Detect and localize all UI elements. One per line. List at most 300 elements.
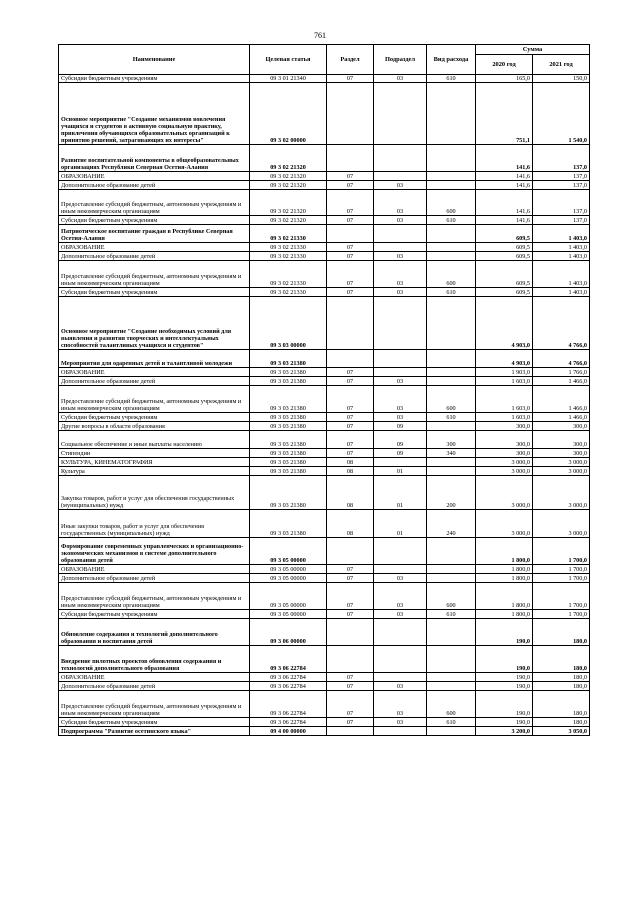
cell-year-2020: 3 000,0 xyxy=(476,510,533,538)
table-row xyxy=(59,172,590,181)
cell-expense-type xyxy=(427,172,476,181)
cell-subsection: 03 xyxy=(374,190,427,216)
cell-section: 07 xyxy=(327,718,374,727)
cell-year-2021: 1 403,0 xyxy=(533,261,590,288)
cell-target: 09 3 03 21380 xyxy=(250,449,327,458)
cell-name: Предоставление субсидий бюджетным, автономным учреждениям и иным некоммерческим организациям xyxy=(59,190,250,216)
cell-year-2020: 4 903,0 xyxy=(476,297,533,350)
cell-section: 07 xyxy=(327,682,374,691)
cell-year-2021: 180,0 xyxy=(533,718,590,727)
cell-expense-type xyxy=(427,350,476,368)
cell-expense-type: 610 xyxy=(427,610,476,619)
cell-target: 09 3 03 21380 xyxy=(250,422,327,431)
table-row xyxy=(59,190,590,216)
cell-target: 09 4 00 00000 xyxy=(250,727,327,736)
cell-year-2020: 165,0 xyxy=(476,75,533,83)
cell-year-2021: 1 766,0 xyxy=(533,368,590,377)
cell-name: Формирование современных управленческих и организационно-экономических механизмов в системе дополнительного образования детей xyxy=(59,538,250,565)
cell-year-2021: 300,0 xyxy=(533,422,590,431)
table-row xyxy=(59,75,590,83)
cell-name: Подпрограмма "Развитие осетинского языка" xyxy=(59,727,250,736)
cell-target: 09 3 02 21330 xyxy=(250,243,327,252)
cell-name: ОБРАЗОВАНИЕ xyxy=(59,368,250,377)
cell-expense-type xyxy=(427,727,476,736)
cell-section: 07 xyxy=(327,413,374,422)
cell-expense-type: 600 xyxy=(427,386,476,413)
cell-year-2020: 1 603,0 xyxy=(476,377,533,386)
cell-year-2020: 141,6 xyxy=(476,190,533,216)
cell-expense-type xyxy=(427,225,476,243)
table-row xyxy=(59,610,590,619)
cell-year-2020: 3 000,0 xyxy=(476,458,533,467)
cell-expense-type xyxy=(427,243,476,252)
cell-section: 07 xyxy=(327,368,374,377)
cell-target: 09 3 02 00000 xyxy=(250,83,327,145)
cell-name: Субсидии бюджетным учреждениям xyxy=(59,610,250,619)
cell-subsection xyxy=(374,297,427,350)
cell-name: Предоставление субсидий бюджетным, автономным учреждениям и иным некоммерческим организациям xyxy=(59,583,250,610)
cell-expense-type xyxy=(427,252,476,261)
cell-target: 09 3 06 22784 xyxy=(250,682,327,691)
cell-year-2020: 141,6 xyxy=(476,172,533,181)
cell-year-2020: 609,5 xyxy=(476,252,533,261)
cell-year-2021: 1 700,0 xyxy=(533,565,590,574)
cell-section xyxy=(327,297,374,350)
cell-section xyxy=(327,225,374,243)
cell-year-2021: 137,0 xyxy=(533,216,590,225)
cell-expense-type: 610 xyxy=(427,75,476,83)
cell-section xyxy=(327,646,374,673)
cell-subsection: 03 xyxy=(374,181,427,190)
cell-expense-type xyxy=(427,422,476,431)
table-row xyxy=(59,431,590,449)
cell-target: 09 3 03 21380 xyxy=(250,350,327,368)
cell-section: 08 xyxy=(327,458,374,467)
cell-name: Дополнительное образование детей xyxy=(59,377,250,386)
cell-expense-type: 610 xyxy=(427,288,476,297)
cell-year-2021: 180,0 xyxy=(533,673,590,682)
cell-year-2021: 137,0 xyxy=(533,181,590,190)
cell-year-2020: 1 603,0 xyxy=(476,386,533,413)
cell-subsection xyxy=(374,646,427,673)
cell-expense-type xyxy=(427,377,476,386)
cell-target: 09 3 03 21380 xyxy=(250,413,327,422)
cell-expense-type: 200 xyxy=(427,476,476,510)
table-row xyxy=(59,145,590,172)
table-row xyxy=(59,297,590,350)
cell-year-2020: 190,0 xyxy=(476,673,533,682)
cell-year-2021: 180,0 xyxy=(533,682,590,691)
cell-subsection: 03 xyxy=(374,718,427,727)
cell-target: 09 3 02 21330 xyxy=(250,288,327,297)
cell-year-2021: 180,0 xyxy=(533,691,590,718)
cell-name: Патриотическое воспитание граждан в Республике Северная Осетия-Алания xyxy=(59,225,250,243)
cell-section: 07 xyxy=(327,691,374,718)
table-row xyxy=(59,449,590,458)
table-row xyxy=(59,261,590,288)
cell-subsection: 09 xyxy=(374,422,427,431)
cell-section: 07 xyxy=(327,583,374,610)
cell-expense-type: 610 xyxy=(427,718,476,727)
cell-section xyxy=(327,83,374,145)
cell-year-2021: 1 466,0 xyxy=(533,377,590,386)
budget-table xyxy=(58,44,590,736)
cell-section: 08 xyxy=(327,510,374,538)
cell-expense-type xyxy=(427,565,476,574)
cell-expense-type xyxy=(427,83,476,145)
cell-section: 07 xyxy=(327,431,374,449)
cell-subsection: 09 xyxy=(374,431,427,449)
cell-year-2020: 1 603,0 xyxy=(476,413,533,422)
cell-subsection: 03 xyxy=(374,261,427,288)
cell-target: 09 3 03 21380 xyxy=(250,386,327,413)
cell-year-2021: 4 766,0 xyxy=(533,297,590,350)
cell-year-2020: 1 800,0 xyxy=(476,565,533,574)
cell-section: 07 xyxy=(327,75,374,83)
cell-subsection: 03 xyxy=(374,413,427,422)
cell-year-2021: 180,0 xyxy=(533,646,590,673)
cell-target: 09 3 02 21330 xyxy=(250,252,327,261)
table-row xyxy=(59,413,590,422)
cell-name: ОБРАЗОВАНИЕ xyxy=(59,243,250,252)
cell-section: 07 xyxy=(327,565,374,574)
cell-year-2021: 1 403,0 xyxy=(533,225,590,243)
header-section: Раздел xyxy=(327,45,374,75)
cell-section: 07 xyxy=(327,288,374,297)
table-row xyxy=(59,583,590,610)
cell-subsection xyxy=(374,673,427,682)
cell-subsection: 03 xyxy=(374,386,427,413)
cell-target: 09 3 05 00000 xyxy=(250,583,327,610)
cell-name: Субсидии бюджетным учреждениям xyxy=(59,288,250,297)
cell-subsection: 03 xyxy=(374,583,427,610)
cell-target: 09 3 02 21330 xyxy=(250,261,327,288)
cell-year-2021: 300,0 xyxy=(533,431,590,449)
cell-name: Предоставление субсидий бюджетным, автономным учреждениям и иным некоммерческим организациям xyxy=(59,691,250,718)
cell-section: 07 xyxy=(327,190,374,216)
table-row xyxy=(59,467,590,476)
header-sum: Сумма xyxy=(476,45,590,55)
cell-name: Обновление содержания и технологий дополнительного образования и воспитания детей xyxy=(59,619,250,646)
cell-year-2021: 3 000,0 xyxy=(533,510,590,538)
cell-section: 07 xyxy=(327,216,374,225)
cell-year-2020: 190,0 xyxy=(476,682,533,691)
table-row xyxy=(59,646,590,673)
cell-subsection xyxy=(374,172,427,181)
cell-subsection xyxy=(374,368,427,377)
cell-expense-type: 600 xyxy=(427,691,476,718)
cell-section: 07 xyxy=(327,449,374,458)
cell-target: 09 3 02 21320 xyxy=(250,172,327,181)
cell-name: Дополнительное образование детей xyxy=(59,181,250,190)
cell-target: 09 3 03 21380 xyxy=(250,476,327,510)
cell-section xyxy=(327,727,374,736)
header-target: Целевая статья xyxy=(250,45,327,75)
cell-year-2021: 3 000,0 xyxy=(533,467,590,476)
cell-name: Субсидии бюджетным учреждениям xyxy=(59,413,250,422)
cell-subsection: 03 xyxy=(374,610,427,619)
header-year-2020: 2020 год xyxy=(476,55,533,75)
cell-subsection xyxy=(374,83,427,145)
cell-subsection xyxy=(374,727,427,736)
cell-subsection: 01 xyxy=(374,476,427,510)
cell-subsection xyxy=(374,565,427,574)
cell-year-2020: 300,0 xyxy=(476,449,533,458)
cell-year-2020: 1 800,0 xyxy=(476,583,533,610)
cell-year-2021: 3 000,0 xyxy=(533,476,590,510)
cell-section: 07 xyxy=(327,610,374,619)
cell-target: 09 3 03 21380 xyxy=(250,467,327,476)
cell-name: Дополнительное образование детей xyxy=(59,682,250,691)
cell-section: 07 xyxy=(327,243,374,252)
cell-target: 09 3 06 22784 xyxy=(250,646,327,673)
cell-year-2020: 1 800,0 xyxy=(476,574,533,583)
cell-expense-type xyxy=(427,297,476,350)
table-row xyxy=(59,243,590,252)
cell-subsection xyxy=(374,145,427,172)
table-row xyxy=(59,565,590,574)
cell-target: 09 3 05 00000 xyxy=(250,538,327,565)
cell-year-2020: 300,0 xyxy=(476,422,533,431)
table-row xyxy=(59,216,590,225)
cell-target: 09 3 03 21380 xyxy=(250,368,327,377)
cell-name: Закупка товаров, работ и услуг для обеспечения государственных (муниципальных) нужд xyxy=(59,476,250,510)
cell-subsection: 03 xyxy=(374,682,427,691)
cell-target: 09 3 06 22784 xyxy=(250,673,327,682)
cell-subsection: 03 xyxy=(374,691,427,718)
cell-subsection: 03 xyxy=(374,75,427,83)
table-row xyxy=(59,225,590,243)
cell-expense-type xyxy=(427,458,476,467)
cell-expense-type xyxy=(427,574,476,583)
cell-expense-type: 340 xyxy=(427,449,476,458)
cell-year-2021: 1 403,0 xyxy=(533,243,590,252)
table-row xyxy=(59,252,590,261)
cell-name: ОБРАЗОВАНИЕ xyxy=(59,172,250,181)
cell-expense-type xyxy=(427,673,476,682)
table-row xyxy=(59,691,590,718)
cell-year-2020: 609,5 xyxy=(476,288,533,297)
cell-subsection xyxy=(374,538,427,565)
table-row xyxy=(59,718,590,727)
cell-year-2021: 1 700,0 xyxy=(533,610,590,619)
cell-expense-type xyxy=(427,145,476,172)
cell-section: 07 xyxy=(327,181,374,190)
cell-subsection: 03 xyxy=(374,377,427,386)
cell-year-2020: 141,6 xyxy=(476,181,533,190)
cell-name: Основное мероприятие "Создание необходимых условий для выявления и развития творческих и интеллектуальных способностей талантливых учащихся и студентов" xyxy=(59,297,250,350)
cell-expense-type: 600 xyxy=(427,583,476,610)
header-name: Наименование xyxy=(59,45,250,75)
table-row xyxy=(59,377,590,386)
cell-name: Социальное обеспечение и иные выплаты населению xyxy=(59,431,250,449)
cell-name: Предоставление субсидий бюджетным, автономным учреждениям и иным некоммерческим организациям xyxy=(59,261,250,288)
table-row xyxy=(59,727,590,736)
cell-year-2020: 190,0 xyxy=(476,691,533,718)
cell-section: 07 xyxy=(327,172,374,181)
cell-name: ОБРАЗОВАНИЕ xyxy=(59,565,250,574)
cell-target: 09 3 03 21380 xyxy=(250,458,327,467)
cell-target: 09 3 02 21320 xyxy=(250,190,327,216)
cell-expense-type xyxy=(427,368,476,377)
table-row xyxy=(59,476,590,510)
header-year-2021: 2021 год xyxy=(533,55,590,75)
cell-section xyxy=(327,619,374,646)
cell-subsection: 01 xyxy=(374,510,427,538)
cell-name: Субсидии бюджетным учреждениям xyxy=(59,216,250,225)
cell-name: Стипендии xyxy=(59,449,250,458)
cell-target: 09 3 02 21320 xyxy=(250,216,327,225)
cell-subsection: 03 xyxy=(374,216,427,225)
cell-expense-type: 240 xyxy=(427,510,476,538)
table-row xyxy=(59,510,590,538)
cell-year-2021: 300,0 xyxy=(533,449,590,458)
cell-year-2020: 190,0 xyxy=(476,646,533,673)
cell-target: 09 3 02 21320 xyxy=(250,181,327,190)
cell-expense-type: 610 xyxy=(427,216,476,225)
cell-year-2020: 4 903,0 xyxy=(476,350,533,368)
cell-expense-type xyxy=(427,181,476,190)
cell-subsection xyxy=(374,458,427,467)
cell-target: 09 3 06 22784 xyxy=(250,718,327,727)
cell-section xyxy=(327,350,374,368)
cell-name: КУЛЬТУРА, КИНЕМАТОГРАФИЯ xyxy=(59,458,250,467)
cell-subsection: 03 xyxy=(374,574,427,583)
cell-expense-type xyxy=(427,646,476,673)
cell-name: Внедрение пилотных проектов обновления содержания и технологий дополнительного образования xyxy=(59,646,250,673)
cell-section: 07 xyxy=(327,252,374,261)
table-row xyxy=(59,574,590,583)
cell-year-2021: 150,0 xyxy=(533,75,590,83)
cell-year-2021: 180,0 xyxy=(533,619,590,646)
cell-subsection: 03 xyxy=(374,288,427,297)
cell-section: 07 xyxy=(327,386,374,413)
cell-year-2021: 1 700,0 xyxy=(533,583,590,610)
cell-target: 09 3 02 21330 xyxy=(250,225,327,243)
cell-subsection xyxy=(374,243,427,252)
cell-section: 07 xyxy=(327,422,374,431)
cell-year-2020: 1 800,0 xyxy=(476,538,533,565)
cell-year-2020: 141,6 xyxy=(476,145,533,172)
cell-section: 08 xyxy=(327,467,374,476)
table-row xyxy=(59,288,590,297)
cell-year-2021: 1 403,0 xyxy=(533,252,590,261)
cell-name: Другие вопросы в области образования xyxy=(59,422,250,431)
cell-name: Дополнительное образование детей xyxy=(59,574,250,583)
cell-target: 09 3 06 00000 xyxy=(250,619,327,646)
cell-year-2020: 1 903,0 xyxy=(476,368,533,377)
cell-subsection xyxy=(374,225,427,243)
cell-section xyxy=(327,538,374,565)
cell-name: Субсидии бюджетным учреждениям xyxy=(59,75,250,83)
table-row xyxy=(59,422,590,431)
cell-expense-type: 300 xyxy=(427,431,476,449)
cell-subsection: 03 xyxy=(374,252,427,261)
cell-expense-type: 600 xyxy=(427,261,476,288)
table-row xyxy=(59,368,590,377)
cell-year-2021: 1 540,0 xyxy=(533,83,590,145)
page-number: 761 xyxy=(314,31,326,40)
cell-target: 09 3 03 21380 xyxy=(250,510,327,538)
cell-year-2021: 1 466,0 xyxy=(533,413,590,422)
cell-name: Основное мероприятие "Создание механизмов вовлечения учащихся и студентов в активную социальную практику, привлечения обучающихся образовательных организаций к принятию решений, затрагивающих их интересы" xyxy=(59,83,250,145)
cell-year-2020: 609,5 xyxy=(476,243,533,252)
cell-year-2021: 137,0 xyxy=(533,190,590,216)
cell-section: 08 xyxy=(327,476,374,510)
cell-section: 07 xyxy=(327,377,374,386)
cell-year-2020: 3 200,0 xyxy=(476,727,533,736)
table-row xyxy=(59,83,590,145)
cell-target: 09 3 06 22784 xyxy=(250,691,327,718)
table-row xyxy=(59,682,590,691)
cell-target: 09 3 01 21340 xyxy=(250,75,327,83)
cell-expense-type xyxy=(427,538,476,565)
cell-name: Мероприятия для одаренных детей и талантливой молодежи xyxy=(59,350,250,368)
cell-year-2021: 1 403,0 xyxy=(533,288,590,297)
cell-target: 09 3 03 00000 xyxy=(250,297,327,350)
cell-year-2020: 3 000,0 xyxy=(476,467,533,476)
cell-name: Развитие воспитательной компоненты в общеобразовательных организациях Республики Северная Осетия-Алания xyxy=(59,145,250,172)
cell-year-2020: 190,0 xyxy=(476,619,533,646)
cell-year-2021: 1 466,0 xyxy=(533,386,590,413)
cell-target: 09 3 05 00000 xyxy=(250,565,327,574)
cell-section: 07 xyxy=(327,673,374,682)
table-row xyxy=(59,386,590,413)
cell-year-2021: 137,0 xyxy=(533,172,590,181)
cell-name: Дополнительное образование детей xyxy=(59,252,250,261)
cell-expense-type xyxy=(427,467,476,476)
cell-year-2021: 3 000,0 xyxy=(533,458,590,467)
cell-year-2020: 141,6 xyxy=(476,216,533,225)
cell-target: 09 3 03 21380 xyxy=(250,377,327,386)
cell-expense-type xyxy=(427,682,476,691)
cell-year-2020: 1 800,0 xyxy=(476,610,533,619)
cell-year-2020: 609,5 xyxy=(476,261,533,288)
cell-year-2021: 1 700,0 xyxy=(533,538,590,565)
cell-section xyxy=(327,145,374,172)
cell-target: 09 3 02 21320 xyxy=(250,145,327,172)
cell-subsection xyxy=(374,350,427,368)
cell-year-2020: 3 000,0 xyxy=(476,476,533,510)
cell-year-2020: 300,0 xyxy=(476,431,533,449)
cell-expense-type xyxy=(427,619,476,646)
cell-name: Иные закупки товаров, работ и услуг для обеспечения государственных (муниципальных) нужд xyxy=(59,510,250,538)
cell-subsection: 09 xyxy=(374,449,427,458)
cell-year-2021: 3 050,0 xyxy=(533,727,590,736)
table-row xyxy=(59,458,590,467)
cell-section: 07 xyxy=(327,574,374,583)
table-body xyxy=(59,75,590,736)
cell-year-2020: 751,1 xyxy=(476,83,533,145)
cell-target: 09 3 05 00000 xyxy=(250,610,327,619)
cell-name: Культура xyxy=(59,467,250,476)
cell-year-2020: 609,5 xyxy=(476,225,533,243)
cell-year-2020: 190,0 xyxy=(476,718,533,727)
header-subsection: Подраздел xyxy=(374,45,427,75)
cell-name: Предоставление субсидий бюджетным, автономным учреждениям и иным некоммерческим организациям xyxy=(59,386,250,413)
cell-name: ОБРАЗОВАНИЕ xyxy=(59,673,250,682)
cell-target: 09 3 03 21380 xyxy=(250,431,327,449)
cell-target: 09 3 05 00000 xyxy=(250,574,327,583)
cell-expense-type: 600 xyxy=(427,190,476,216)
table-row xyxy=(59,673,590,682)
cell-expense-type: 610 xyxy=(427,413,476,422)
table-row xyxy=(59,619,590,646)
header-expense-type: Вид расхода xyxy=(427,45,476,75)
cell-year-2021: 4 766,0 xyxy=(533,350,590,368)
cell-subsection xyxy=(374,619,427,646)
cell-section: 07 xyxy=(327,261,374,288)
